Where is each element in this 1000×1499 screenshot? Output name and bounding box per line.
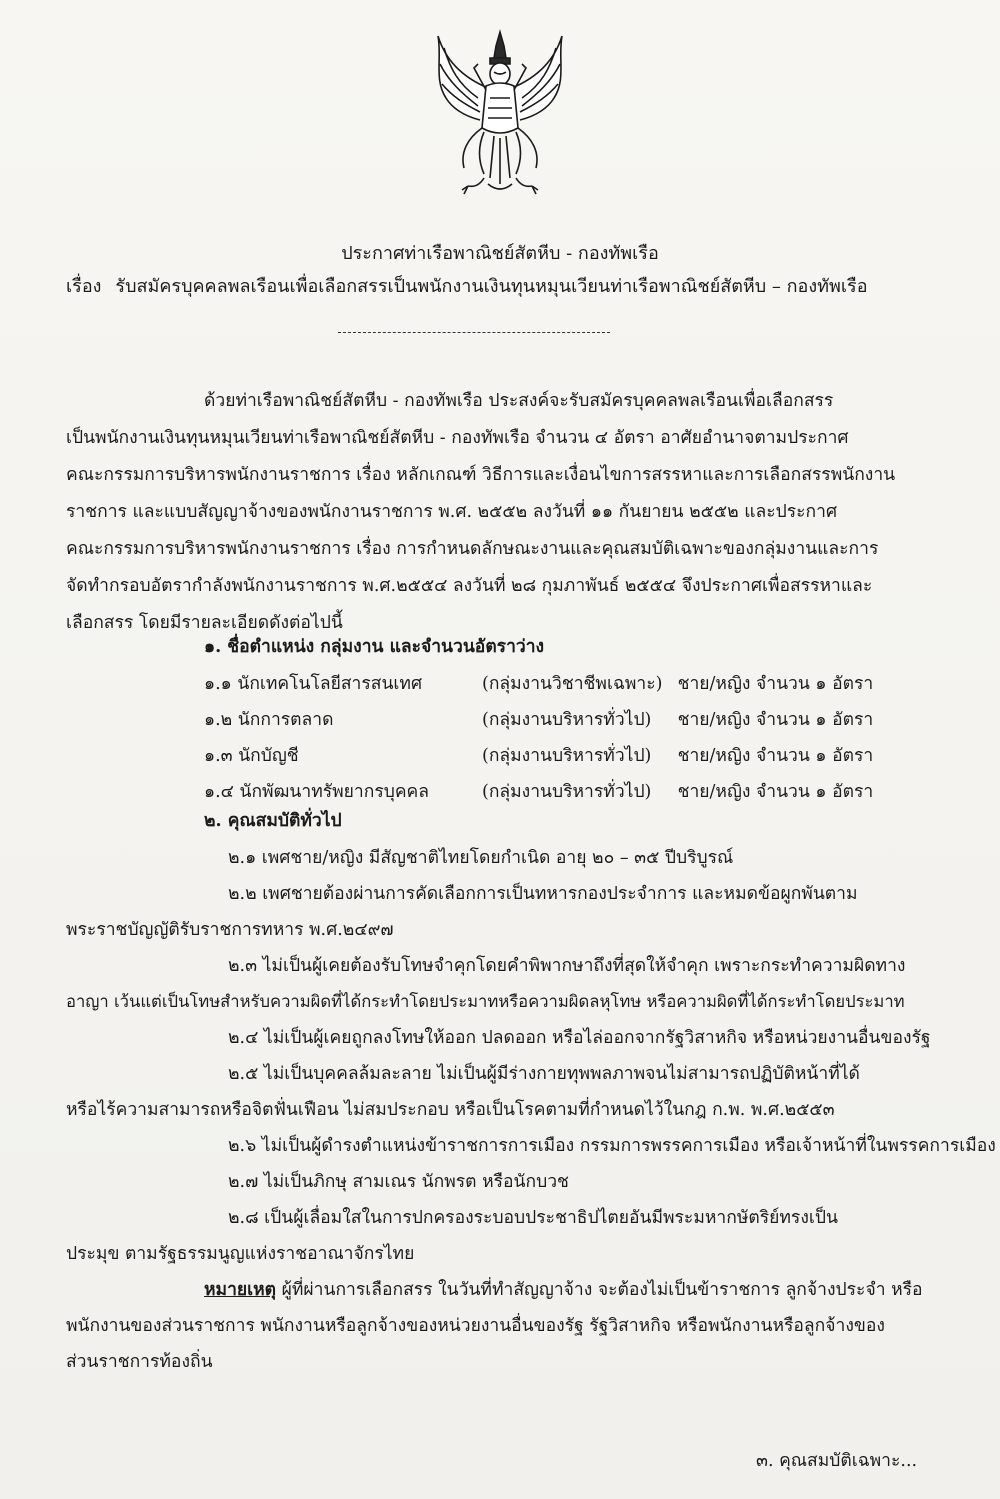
subject-text: รับสมัครบุคคลพลเรือนเพื่อเลือกสรรเป็นพนักงานเงินทุนหมุนเวียนท่าเรือพาณิชย์สัตหีบ – กองทัพเรือ: [115, 276, 868, 297]
position-no: ๑.๔: [204, 782, 234, 802]
position-row: [204, 745, 873, 767]
position-sex: ชาย/หญิง: [677, 710, 751, 730]
announcement-title: ประกาศท่าเรือพาณิชย์สัตหีบ - กองทัพเรือ: [341, 243, 659, 264]
note-text: ผู้ที่ผ่านการเลือกสรร ในวันที่ทำสัญญาจ้าง จะต้องไม่เป็นข้าราชการ ลูกจ้างประจำ หรือ: [281, 1280, 923, 1300]
position-count: จำนวน ๑ อัตรา: [756, 674, 874, 694]
position-no: ๑.๓: [204, 746, 233, 766]
section1-heading: ๑. ชื่อตำแหน่ง กลุ่มงาน และจำนวนอัตราว่าง: [204, 637, 545, 657]
position-name: นักการตลาด: [237, 710, 334, 730]
note-label: หมายเหตุ: [204, 1280, 277, 1300]
position-row: [204, 673, 873, 695]
intro-line: ด้วยท่าเรือพาณิชย์สัตหีบ - กองทัพเรือ ประสงค์จะรับสมัครบุคคลพลเรือนเพื่อเลือกสรร: [204, 391, 834, 411]
intro-line: เป็นพนักงานเงินทุนหมุนเวียนท่าเรือพาณิชย์สัตหีบ - กองทัพเรือ จำนวน ๔ อัตรา อาศัยอำนาจตามประกาศ: [66, 428, 849, 448]
qualification-line: พระราชบัญญัติรับราชการทหาร พ.ศ.๒๔๙๗: [66, 920, 394, 940]
position-name: นักพัฒนาทรัพยากรบุคคล: [239, 782, 429, 802]
position-group: (กลุ่มงานบริหารทั่วไป): [482, 782, 652, 802]
position-row: [204, 781, 873, 803]
position-sex: ชาย/หญิง: [677, 674, 751, 694]
position-sex: ชาย/หญิง: [677, 782, 751, 802]
position-sex: ชาย/หญิง: [677, 746, 751, 766]
position-group: (กลุ่มงานวิชาชีพเฉพาะ): [482, 674, 663, 694]
qualification-line: ๒.๒ เพศชายต้องผ่านการคัดเลือกการเป็นทหารกองประจำการ และหมดข้อผูกพันตาม: [228, 884, 858, 904]
qualification-line: ๒.๑ เพศชาย/หญิง มีสัญชาติไทยโดยกำเนิด อายุ ๒๐ – ๓๕ ปีบริบูรณ์: [228, 848, 734, 868]
intro-line: คณะกรรมการบริหารพนักงานราชการ เรื่อง หลักเกณฑ์ วิธีการและเงื่อนไขการสรรหาและการเลือกสรรพนักงาน: [66, 465, 896, 485]
section2-heading: ๒. คุณสมบัติทั่วไป: [204, 811, 342, 831]
qualification-line: ๒.๗ ไม่เป็นภิกษุ สามเณร นักพรต หรือนักบวช: [228, 1172, 569, 1192]
intro-line: เลือกสรร โดยมีรายละเอียดดังต่อไปนี้: [66, 613, 343, 633]
qualification-line: ๒.๖ ไม่เป็นผู้ดำรงตำแหน่งข้าราชการการเมือง กรรมการพรรคการเมือง หรือเจ้าหน้าที่ในพรรคการเมือง: [228, 1136, 996, 1156]
note-line: [204, 1279, 923, 1301]
continued-marker: ๓. คุณสมบัติเฉพาะ...: [756, 1451, 918, 1471]
separator-line: [338, 332, 610, 333]
position-no: ๑.๑: [204, 674, 232, 694]
qualification-line: ประมุข ตามรัฐธรรมนูญแห่งราชอาณาจักรไทย: [66, 1244, 415, 1264]
subject-line: [66, 276, 868, 298]
position-count: จำนวน ๑ อัตรา: [756, 746, 874, 766]
position-row: [204, 709, 873, 731]
position-name: นักบัญชี: [238, 746, 299, 766]
qualification-line: ๒.๕ ไม่เป็นบุคคลล้มละลาย ไม่เป็นผู้มีร่างกายทุพพลภาพจนไม่สามารถปฏิบัติหน้าที่ได้: [228, 1064, 860, 1084]
position-count: จำนวน ๑ อัตรา: [756, 782, 874, 802]
qualification-line: อาญา เว้นแต่เป็นโทษสำหรับความผิดที่ได้กระทำโดยประมาทหรือความผิดลหุโทษ หรือความผิดที่ได้กระทำโดยประมาท: [66, 992, 905, 1011]
qualification-line: หรือไร้ความสามารถหรือจิตฟั่นเฟือน ไม่สมประกอบ หรือเป็นโรคตามที่กำหนดไว้ในกฎ ก.พ. พ.ศ.๒๕๕๓: [66, 1100, 835, 1120]
position-group: (กลุ่มงานบริหารทั่วไป): [482, 710, 652, 730]
note-line: พนักงานของส่วนราชการ พนักงานหรือลูกจ้างของหน่วยงานอื่นของรัฐ รัฐวิสาหกิจ หรือพนักงานหรือลูกจ้างของ: [66, 1316, 885, 1336]
intro-line: คณะกรรมการบริหารพนักงานราชการ เรื่อง การกำหนดลักษณะงานและคุณสมบัติเฉพาะของกลุ่มงานและการ: [66, 539, 879, 559]
position-group: (กลุ่มงานบริหารทั่วไป): [482, 746, 652, 766]
qualification-line: ๒.๔ ไม่เป็นผู้เคยถูกลงโทษให้ออก ปลดออก หรือไล่ออกจากรัฐวิสาหกิจ หรือหน่วยงานอื่นของรัฐ: [228, 1028, 931, 1048]
qualification-line: ๒.๓ ไม่เป็นผู้เคยต้องรับโทษจำคุกโดยคำพิพากษาถึงที่สุดให้จำคุก เพราะกระทำความผิดทาง: [228, 956, 906, 976]
qualification-line: ๒.๘ เป็นผู้เลื่อมใสในการปกครองระบอบประชาธิปไตยอันมีพระมหากษัตริย์ทรงเป็น: [228, 1208, 838, 1228]
intro-line: จัดทำกรอบอัตรากำลังพนักงานราชการ พ.ศ.๒๕๕๔ ลงวันที่ ๒๘ กุมภาพันธ์ ๒๕๕๔ จึงประกาศเพื่อสรรหาและ: [66, 576, 873, 596]
position-name: นักเทคโนโลยีสารสนเทศ: [237, 674, 423, 694]
garuda-emblem-icon: [424, 28, 576, 196]
intro-line: ราชการ และแบบสัญญาจ้างของพนักงานราชการ พ.ศ. ๒๕๕๒ ลงวันที่ ๑๑ กันยายน ๒๕๕๒ และประกาศ: [66, 502, 838, 522]
note-line: ส่วนราชการท้องถิ่น: [66, 1352, 213, 1372]
subject-label: เรื่อง: [66, 276, 102, 297]
position-no: ๑.๒: [204, 710, 233, 730]
position-count: จำนวน ๑ อัตรา: [756, 710, 874, 730]
